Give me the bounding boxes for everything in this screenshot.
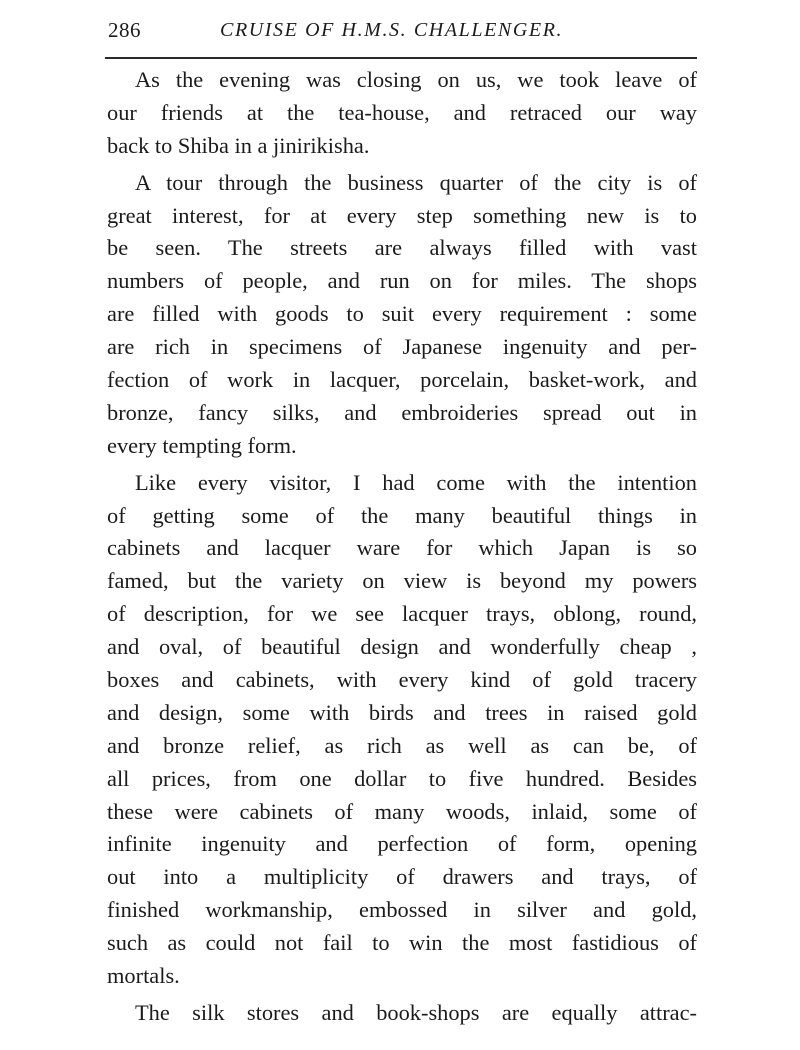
text-line: such as could not fail to win the most fastidious of xyxy=(107,930,697,956)
text-line: infinite ingenuity and perfection of form, opening xyxy=(107,831,697,857)
text-line: all prices, from one dollar to five hundred. Besides xyxy=(107,765,697,791)
header-rule xyxy=(105,57,697,59)
text-line: bronze, fancy silks, and embroideries spread out in xyxy=(107,399,697,425)
text-line: A tour through the business quarter of the city is of xyxy=(135,169,697,195)
paragraph xyxy=(107,997,697,1030)
text-line: back to Shiba in a jinirikisha. xyxy=(107,132,370,158)
text-line: finished workmanship, embossed in silver and gold, xyxy=(107,897,697,923)
text-line: Like every visitor, I had come with the intention xyxy=(135,469,697,495)
text-line: out into a multiplicity of drawers and trays, of xyxy=(107,864,697,890)
text-line: every tempting form. xyxy=(107,432,297,458)
text-line: fection of work in lacquer, porcelain, basket-work, and xyxy=(107,367,697,393)
page-number: 286 xyxy=(108,18,141,42)
page-header xyxy=(108,18,698,52)
paragraph xyxy=(107,167,697,463)
text-line: and bronze relief, as rich as well as can be, of xyxy=(107,732,697,758)
text-line: be seen. The streets are always filled with vast xyxy=(107,235,697,261)
text-line: famed, but the variety on view is beyond my powers xyxy=(107,568,697,594)
running-head: CRUISE OF H.M.S. CHALLENGER. xyxy=(220,19,564,41)
text-line: are rich in specimens of Japanese ingenuity and per- xyxy=(107,334,697,360)
paragraph xyxy=(107,467,697,993)
text-line: these were cabinets of many woods, inlaid, some of xyxy=(107,798,697,824)
text-line: numbers of people, and run on for miles. The shops xyxy=(107,268,697,294)
text-line: As the evening was closing on us, we took leave of xyxy=(135,67,697,92)
text-line: and design, some with birds and trees in raised gold xyxy=(107,699,697,725)
text-line: great interest, for at every step something new is to xyxy=(107,202,697,228)
body-text xyxy=(107,64,697,1030)
text-line: boxes and cabinets, with every kind of gold tracery xyxy=(107,667,697,693)
text-line: The silk stores and book-shops are equally attrac- xyxy=(135,999,697,1025)
text-line: mortals. xyxy=(107,963,180,989)
text-line: cabinets and lacquer ware for which Japan is so xyxy=(107,535,697,561)
text-line: and oval, of beautiful design and wonderfully cheap , xyxy=(107,634,697,660)
text-line: our friends at the tea-house, and retraced our way xyxy=(107,99,697,125)
paragraph xyxy=(107,64,697,163)
text-line: are filled with goods to suit every requirement : some xyxy=(107,301,697,327)
text-line: of description, for we see lacquer trays, oblong, round, xyxy=(107,601,697,627)
text-line: of getting some of the many beautiful things in xyxy=(107,502,697,528)
